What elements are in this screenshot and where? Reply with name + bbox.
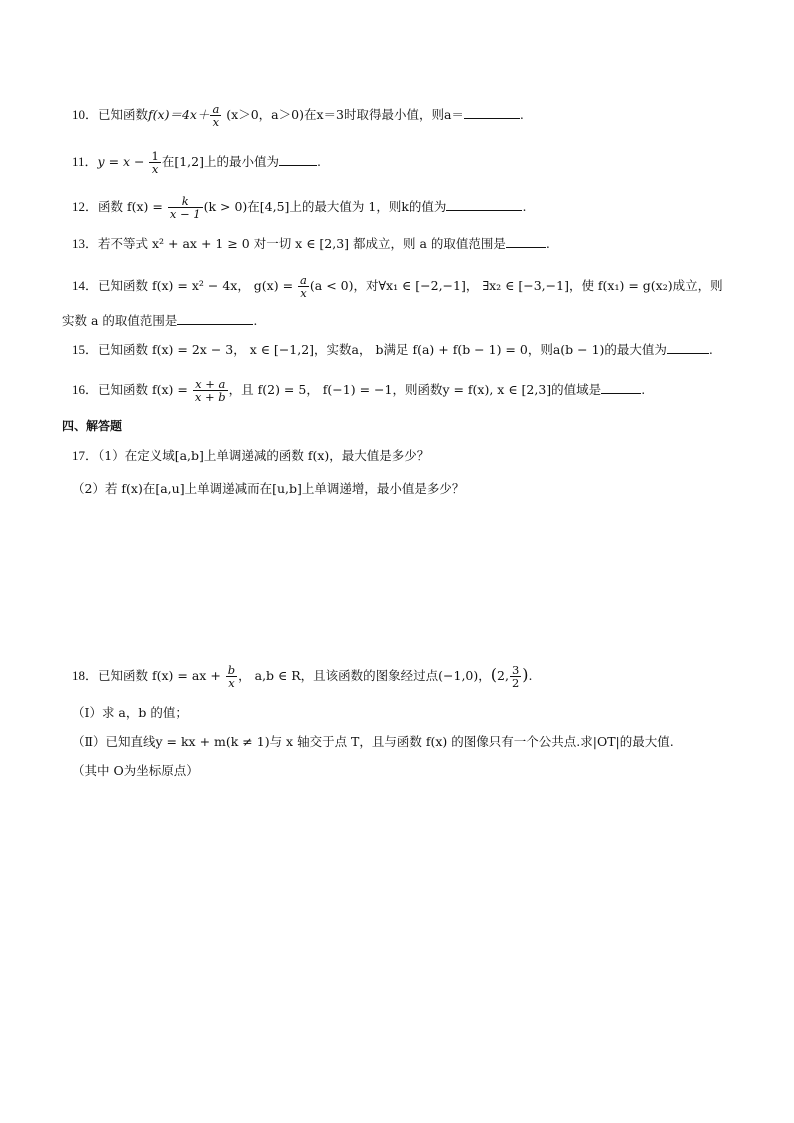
answer-blank <box>667 341 709 354</box>
question-14: 14．已知函数 f(x) = x² − 4x， g(x) = $\frac{a}{x}$ (a < 0)，对∀x₁ ∈ [−2,−1]， ∃x₂ ∈ [−3,−1]，使 f(x₁) = g(x₂)成立，则 <box>72 273 723 300</box>
answer-blank <box>506 235 546 248</box>
question-number: 16． <box>72 382 99 397</box>
question-number: 10． <box>72 107 99 122</box>
question-number: 18． <box>72 668 99 683</box>
answer-blank <box>601 381 641 394</box>
question-18-part-1: （Ⅰ）求 a，b 的值； <box>72 705 188 720</box>
fraction: $\frac{1}{x}$ <box>151 149 159 176</box>
fraction: $\frac{a}{x}$ <box>300 273 307 300</box>
question-10: 10．已知函数f(x)＝4x＋ $\frac{a}{x}$ (x＞0，a＞0)在x＝3时取得最小值，则a＝ . <box>72 102 524 129</box>
fraction: $\frac{a}{x}$ <box>212 102 220 129</box>
question-number: 15． <box>72 342 99 357</box>
question-18-part-2: （Ⅱ）已知直线y = kx + m(k ≠ 1)与 x 轴交于点 T，且与函数 f(x) 的图像只有一个公共点.求|OT|的最大值. <box>72 734 674 749</box>
question-14-continued: 实数 a 的取值范围是 . <box>62 313 258 328</box>
question-15: 15．已知函数 f(x) = 2x − 3， x ∈ [−1,2]，实数a， b满足 f(a) + f(b − 1) = 0，则a(b − 1)的最大值为 . <box>72 342 713 357</box>
answer-blank <box>446 198 522 211</box>
answer-blank <box>464 106 520 119</box>
question-number: 17． <box>72 448 99 463</box>
question-13: 13．若不等式 x² + ax + 1 ≥ 0 对一切 x ∈ [2,3] 都成立，则 a 的取值范围是 . <box>72 236 550 251</box>
question-18: 18．已知函数 f(x) = ax + $\frac{b}{x}$ ， a,b ∈ R，且该函数的图象经过点(−1,0)，(2, $\frac{3}{2}$ ). <box>72 663 533 690</box>
question-16: 16．已知函数 f(x) = $\frac{x + a}{x + b}$ ，且 f(2) = 5， f(−1) = −1，则函数y = f(x), x ∈ [2,3]的值域是 . <box>72 377 646 404</box>
answer-blank <box>177 312 253 325</box>
fraction: $\frac{x + a}{x + b}$ <box>194 377 226 404</box>
question-number: 12． <box>72 199 99 214</box>
question-number: 11． <box>72 154 98 169</box>
question-17-part-2: （2）若 f(x)在[a,u]上单调递减而在[u,b]上单调递增，最小值是多少？ <box>72 481 465 496</box>
section-heading: 四、解答题 <box>62 419 123 433</box>
question-12: 12．函数 f(x) = $\frac{k}{x - 1}$ (k > 0)在[4,5]上的最大值为 1，则k的值为 . <box>72 194 527 221</box>
question-number: 13． <box>72 236 99 251</box>
question-18-note: （其中 O为坐标原点） <box>72 763 199 778</box>
fraction: $\frac{b}{x}$ <box>227 663 236 690</box>
fraction: $\frac{k}{x - 1}$ <box>169 194 201 221</box>
question-number: 14． <box>72 278 99 293</box>
fraction: $\frac{3}{2}$ <box>511 663 520 690</box>
answer-blank <box>279 153 317 166</box>
question-17-part-1: 17．（1）在定义域[a,b]上单调递减的函数 f(x)，最大值是多少？ <box>72 448 430 463</box>
question-11: 11．y = x − $\frac{1}{x}$ 在[1,2]上的最小值为 . <box>72 149 321 176</box>
